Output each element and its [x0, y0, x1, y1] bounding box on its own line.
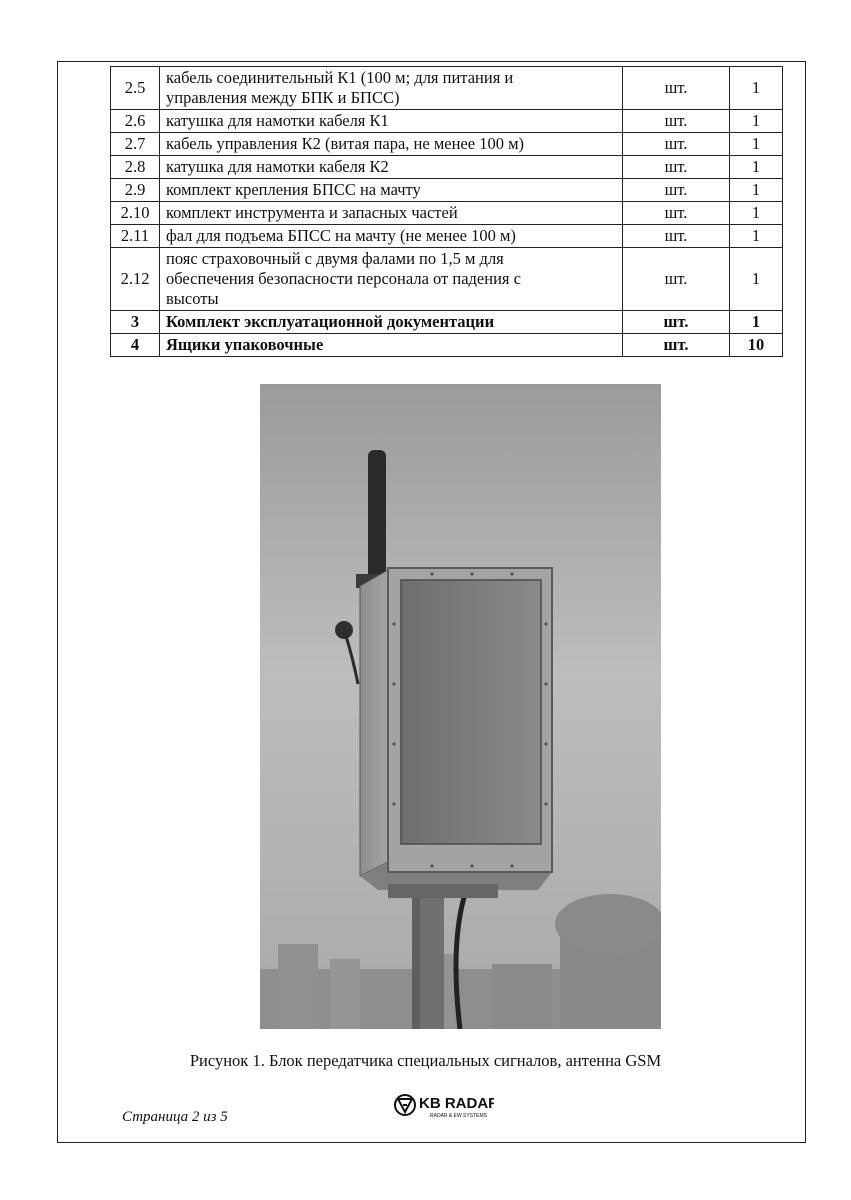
- row-quantity: 1: [730, 311, 783, 334]
- row-unit: шт.: [623, 110, 730, 133]
- row-item-name: [160, 311, 623, 334]
- row-quantity: 1: [730, 248, 783, 311]
- table-row: [111, 248, 783, 311]
- row-item-name: [160, 225, 623, 248]
- row-unit: шт.: [623, 133, 730, 156]
- row-item-name: [160, 156, 623, 179]
- row-unit: шт.: [623, 156, 730, 179]
- table-row: [111, 202, 783, 225]
- row-item-name: [160, 202, 623, 225]
- row-unit: шт.: [623, 202, 730, 225]
- item-name-line: высоты: [166, 289, 219, 308]
- row-quantity: 1: [730, 133, 783, 156]
- row-unit: шт.: [623, 311, 730, 334]
- row-quantity: 1: [730, 225, 783, 248]
- item-name-line: комплект крепления БПСС на мачту: [166, 180, 421, 199]
- item-name-line: Комплект эксплуатационной документации: [166, 312, 495, 331]
- row-item-name: [160, 179, 623, 202]
- table-row: [111, 67, 783, 110]
- equipment-table: [110, 66, 783, 357]
- transmitter-photo: [260, 384, 661, 1029]
- row-unit: шт.: [623, 248, 730, 311]
- figure-caption: Рисунок 1. Блок передатчика специальных сигналов, антенна GSM: [189, 1051, 662, 1070]
- row-number: 2.8: [111, 156, 160, 179]
- row-number: 2.7: [111, 133, 160, 156]
- table-row: [111, 334, 783, 357]
- row-unit: шт.: [623, 334, 730, 357]
- row-unit: шт.: [623, 67, 730, 110]
- row-item-name: [160, 133, 623, 156]
- item-name-line: фал для подъема БПСС на мачту (не менее 100 м): [166, 226, 516, 245]
- table-row: [111, 156, 783, 179]
- row-number: 2.10: [111, 202, 160, 225]
- item-name-line: кабель соединительный К1 (100 м; для питания и: [166, 68, 514, 87]
- table-row: [111, 225, 783, 248]
- table-row: [111, 311, 783, 334]
- row-quantity: 10: [730, 334, 783, 357]
- item-name-line: пояс страховочный с двумя фалами по 1,5 м для: [166, 249, 504, 268]
- row-quantity: 1: [730, 156, 783, 179]
- row-unit: шт.: [623, 225, 730, 248]
- item-name-line: управления между БПК и БПСС): [166, 88, 400, 107]
- logo-subtext: RADAR & EW SYSTEMS: [430, 1113, 487, 1119]
- row-quantity: 1: [730, 202, 783, 225]
- row-number: 4: [111, 334, 160, 357]
- item-name-line: катушка для намотки кабеля К2: [166, 157, 389, 176]
- row-quantity: 1: [730, 110, 783, 133]
- table-row: [111, 179, 783, 202]
- row-item-name: [160, 110, 623, 133]
- row-item-name: [160, 67, 623, 110]
- row-quantity: 1: [730, 67, 783, 110]
- row-unit: шт.: [623, 179, 730, 202]
- table-row: [111, 133, 783, 156]
- item-name-line: кабель управления К2 (витая пара, не менее 100 м): [166, 134, 525, 153]
- row-number: 2.12: [111, 248, 160, 311]
- page-number: Страница 2 из 5: [122, 1109, 228, 1125]
- row-number: 2.5: [111, 67, 160, 110]
- row-number: 3: [111, 311, 160, 334]
- row-number: 2.9: [111, 179, 160, 202]
- item-name-line: обеспечения безопасности персонала от падения с: [166, 269, 521, 288]
- item-name-line: Ящики упаковочные: [166, 335, 324, 354]
- row-item-name: [160, 334, 623, 357]
- kb-radar-logo: [394, 1093, 494, 1124]
- table-row: [111, 110, 783, 133]
- row-quantity: 1: [730, 179, 783, 202]
- row-number: 2.6: [111, 110, 160, 133]
- row-number: 2.11: [111, 225, 160, 248]
- row-item-name: [160, 248, 623, 311]
- item-name-line: комплект инструмента и запасных частей: [166, 203, 458, 222]
- logo-text: KB RADAR: [419, 1095, 494, 1112]
- item-name-line: катушка для намотки кабеля К1: [166, 111, 389, 130]
